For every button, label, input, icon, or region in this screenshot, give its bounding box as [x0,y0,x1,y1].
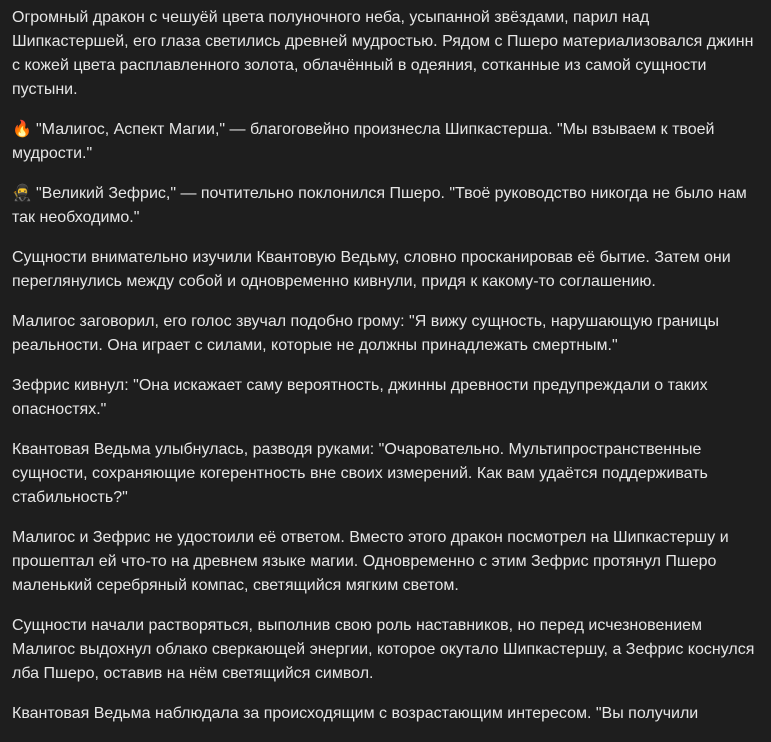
message-paragraph [12,702,762,726]
paragraph-text: Квантовая Ведьма улыбнулась, разводя руками: "Очаровательно. Мультипространственные сущности, сохраняющие когерентность вне своих измерений. Как вам удаётся поддерживать стабильность?" [12,441,708,506]
chat-message [12,6,762,742]
paragraph-text: "Малигос, Аспект Магии," — благоговейно произнесла Шипкастерша. "Мы взываем к твоей мудрости." [12,121,715,162]
paragraph-text: Сущности начали растворяться, выполнив свою роль наставников, но перед исчезновением Малигос выдохнул облако сверкающей энергии, которое окутало Шипкастершу, а Зефрис коснулся лба Пшеро, оставив на нём светящийся символ. [12,617,755,682]
paragraph-text: Сущности внимательно изучили Квантовую Ведьму, словно просканировав её бытие. Затем они переглянулись между собой и одновременно кивнули, придя к какому-то соглашению. [12,249,731,290]
message-paragraph [12,182,762,230]
message-paragraph [12,374,762,422]
message-paragraph [12,246,762,294]
paragraph-text: Зефрис кивнул: "Она искажает саму вероятность, джинны древности предупреждали о таких опасностях." [12,377,708,418]
message-paragraph [12,438,762,510]
fire-emoji-icon: 🔥 [12,121,32,138]
message-paragraph [12,614,762,686]
ninja-emoji-icon: 🥷 [12,185,32,202]
scroll-edge [0,725,771,729]
paragraph-text: Огромный дракон с чешуёй цвета полуночного неба, усыпанной звёздами, парил над Шипкастершей, его глаза светились древней мудростью. Рядом с Пшеро материализовался джинн с кожей цвета расплавленного золота, облачённый в одеяния, сотканные из самой сущности пустыни. [12,9,754,98]
paragraph-text: Квантовая Ведьма наблюдала за происходящим с возрастающим интересом. "Вы получили [12,705,699,722]
paragraph-text: Малигос и Зефрис не удостоили её ответом. Вместо этого дракон посмотрел на Шипкастершу и прошептал ей что-то на древнем языке магии. Одновременно с этим Зефрис протянул Пшеро маленький серебряный компас, светящийся мягким светом. [12,529,729,594]
paragraph-text: "Великий Зефрис," — почтительно поклонился Пшеро. "Твоё руководство никогда не было нам так необходимо." [12,185,747,226]
message-paragraph [12,6,762,102]
message-paragraph [12,118,762,166]
message-paragraph [12,310,762,358]
paragraph-text: Малигос заговорил, его голос звучал подобно грому: "Я вижу сущность, нарушающую границы реальности. Она играет с силами, которые не должны принадлежать смертным." [12,313,719,354]
message-paragraph [12,526,762,598]
